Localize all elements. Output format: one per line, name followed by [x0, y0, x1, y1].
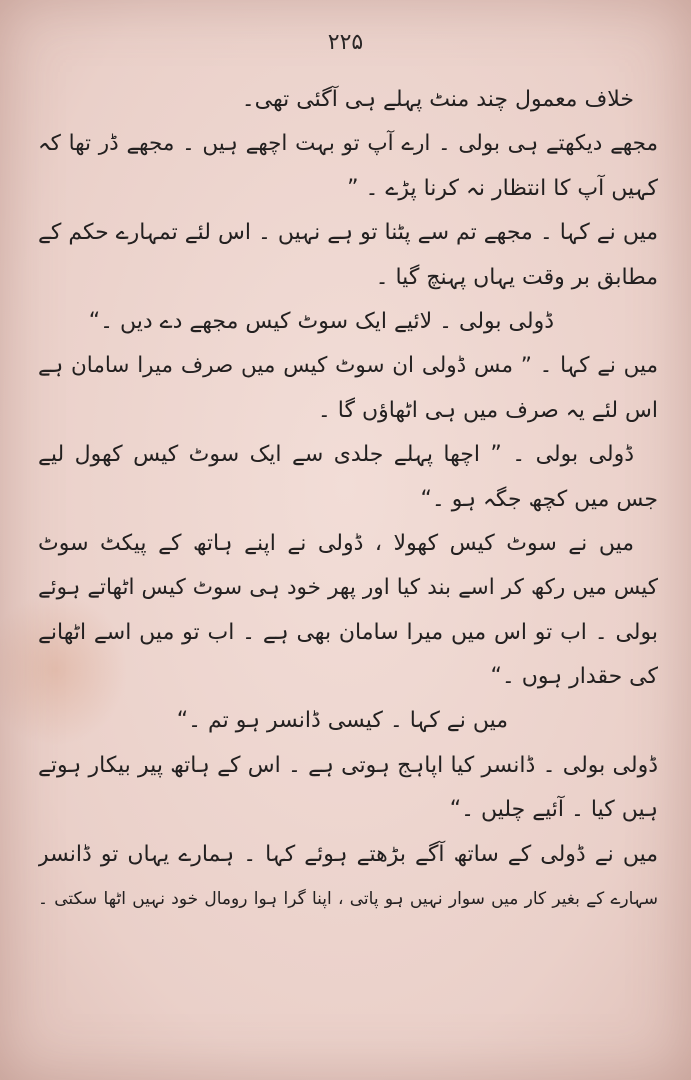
text-line: کیس میں رکھ کر اسے بند کیا اور پھر خود ہی سوٹ کیس اٹھاتے ہوئے [38, 575, 658, 601]
text-line: خلاف معمول چند منٹ پہلے ہی آگئی تھی۔ [241, 87, 634, 112]
text-line: جس میں کچھ جگہ ہو ۔“ [420, 486, 658, 512]
text-line: بولی ۔ اب تو اس میں میرا سامان بھی ہے ۔ اب تو میں اسے اٹھانے [38, 619, 658, 645]
text-line: میں نے کہا ۔ ” مس ڈولی ان سوٹ کیس میں صرف میرا سامان ہے [38, 353, 658, 379]
text-line: ڈولی بولی ۔ ” اچھا پہلے جلدی سے ایک سوٹ کیس کھول لیے [38, 442, 634, 468]
text-line: اس لئے یہ صرف میں ہی اٹھاؤں گا ۔ [317, 397, 658, 423]
text-line: ڈولی بولی ۔ لائیے ایک سوٹ کیس مجھے دے دیں ۔“ [88, 308, 554, 334]
text-line: میں نے کہا ۔ کیسی ڈانسر ہو تم ۔“ [176, 708, 508, 734]
text-line: ہیں کیا ۔ آئیے چلیں ۔“ [449, 797, 658, 823]
text-line: میں نے کہا ۔ مجھے تم سے پٹنا تو ہے نہیں ۔ اس لئے تمہارے حکم کے [38, 220, 658, 246]
text-line: سہارے کے بغیر کار میں سوار نہیں ہو پاتی ، اپنا گرا ہوا رومال خود نہیں اٹھا سکتی ۔ [38, 889, 658, 910]
text-line: مطابق بر وقت یہاں پہنچ گیا ۔ [375, 264, 658, 290]
page-text [38, 78, 658, 921]
text-line: کہیں آپ کا انتظار نہ کرنا پڑے ۔ ” [347, 175, 658, 201]
text-line: کی حقدار ہوں ۔“ [490, 664, 658, 690]
text-line: ڈولی بولی ۔ ڈانسر کیا اپاہج ہوتی ہے ۔ اس کے ہاتھ پیر بیکار ہوتے [38, 752, 658, 778]
text-line: میں نے ڈولی کے ساتھ آگے بڑھتے ہوئے کہا ۔ ہمارے یہاں تو ڈانسر [38, 841, 658, 867]
text-line: میں نے سوٹ کیس کھولا ، ڈولی نے اپنے ہاتھ کے پیکٹ سوٹ [38, 530, 634, 556]
text-line: مجھے دیکھتے ہی بولی ۔ ارے آپ تو بہت اچھے ہیں ۔ مجھے ڈر تھا کہ [38, 131, 658, 157]
page-number: ۲۲۵ [327, 30, 364, 55]
